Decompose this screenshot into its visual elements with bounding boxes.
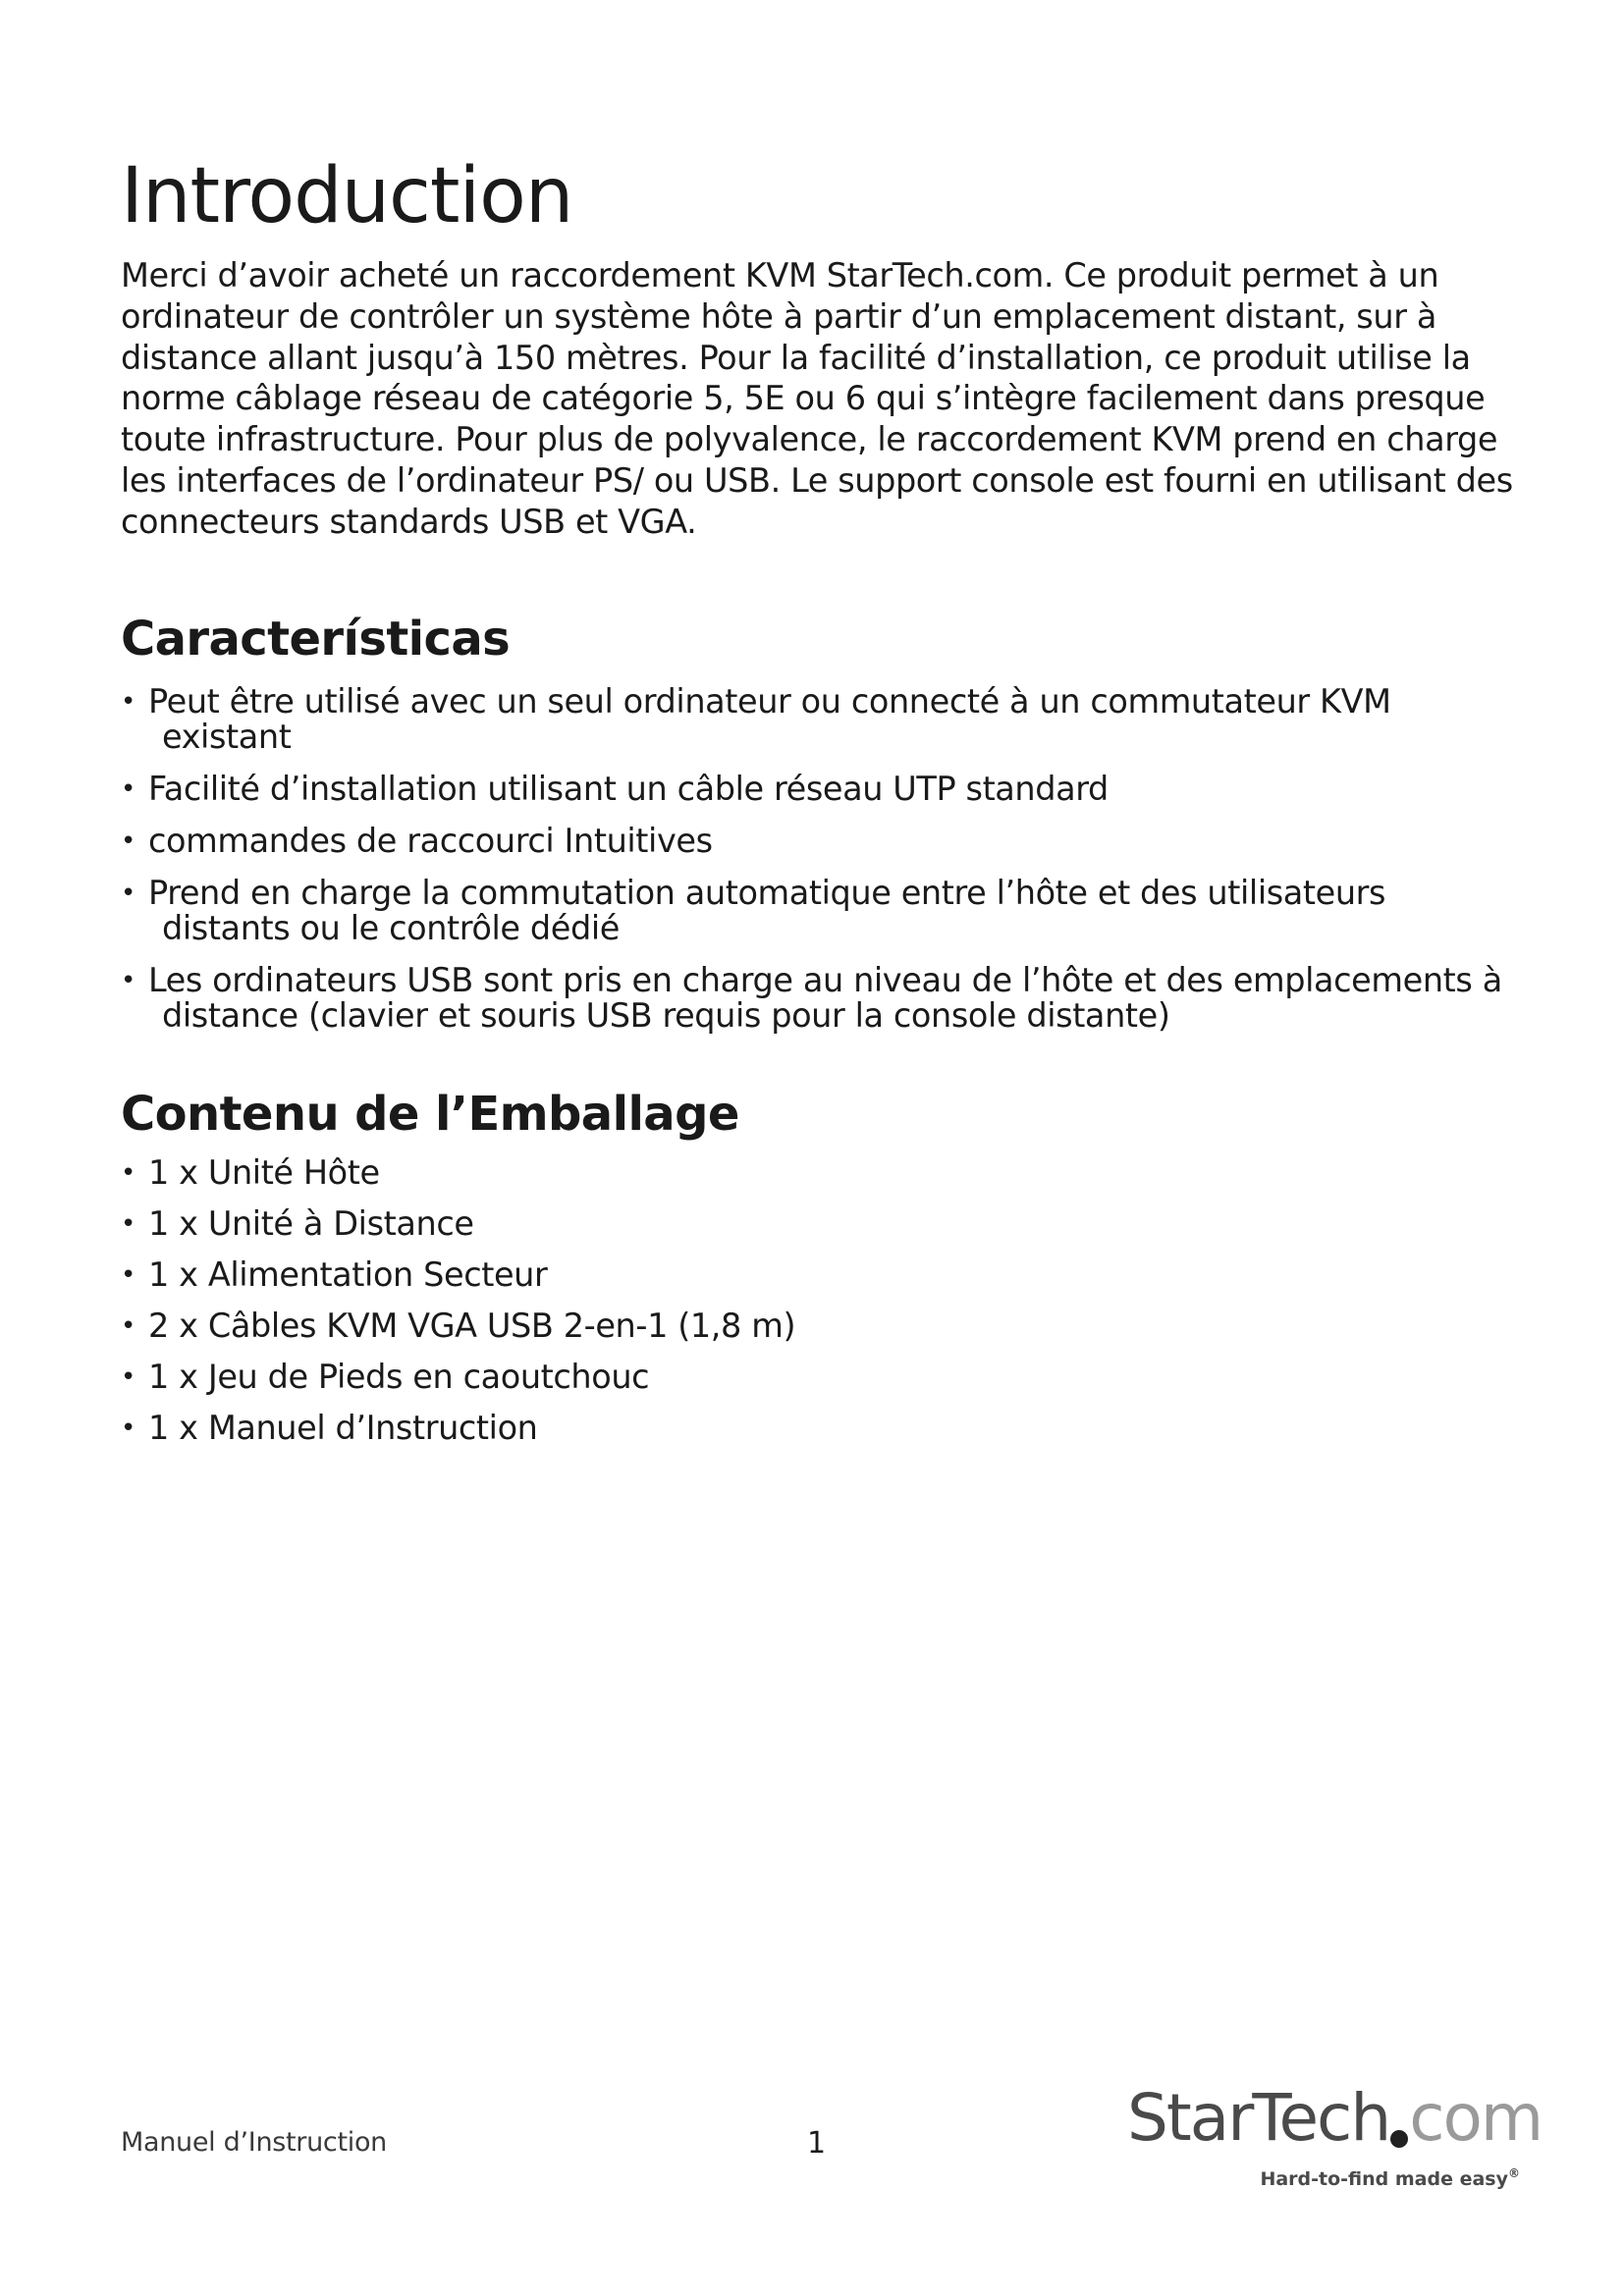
- package-item-text: 1 x Manuel d’Instruction: [148, 1408, 538, 1447]
- intro-line: connecteurs standards USB et VGA.: [121, 502, 697, 541]
- logo-part-startech: StarTech: [1127, 2080, 1390, 2156]
- feature-line-continued: existant: [162, 717, 292, 756]
- page-number: 1: [807, 2126, 827, 2161]
- package-item: [121, 1152, 1515, 1192]
- package-item-text: 1 x Unité à Distance: [148, 1203, 474, 1243]
- bullet-icon: •: [121, 1413, 135, 1443]
- logo-wordmark: [1127, 2079, 1542, 2158]
- feature-item: [121, 960, 1515, 1035]
- feature-line-continued: distance (clavier et souris USB requis pour la console distante): [162, 995, 1170, 1035]
- intro-line: toute infrastructure. Pour plus de polyvalence, le raccordement KVM prend en charge: [121, 420, 1498, 459]
- features-list: [121, 681, 1515, 1035]
- package-contents-title: Contenu de l’Emballage: [121, 1086, 739, 1142]
- logo-registered-mark: ®: [1508, 2166, 1520, 2180]
- feature-line-continued: distants ou le contrôle dédié: [162, 908, 620, 947]
- intro-line: ordinateur de contrôler un système hôte à partir d’un emplacement distant, sur à: [121, 296, 1436, 336]
- bullet-icon: •: [121, 1157, 135, 1188]
- package-item-text: 2 x Câbles KVM VGA USB 2-en-1 (1,8 m): [148, 1306, 796, 1345]
- page-content: [121, 147, 1515, 1462]
- package-item-text: 1 x Jeu de Pieds en caoutchouc: [148, 1357, 650, 1396]
- package-item: [121, 1257, 1515, 1293]
- features-title: Características: [121, 611, 511, 667]
- feature-line: commandes de raccourci Intuitives: [148, 821, 713, 860]
- bullet-icon: •: [121, 826, 135, 856]
- introduction-title: Introduction: [121, 152, 573, 240]
- feature-item: [121, 821, 1515, 860]
- logo-tagline-text: Hard-to-find made easy: [1260, 2168, 1508, 2190]
- feature-line: Les ordinateurs USB sont pris en charge au niveau de l’hôte et des emplacements à: [148, 960, 1502, 999]
- package-item: [121, 1357, 1515, 1396]
- package-item: [121, 1203, 1515, 1243]
- package-item: [121, 1308, 1515, 1344]
- package-item-text: 1 x Alimentation Secteur: [148, 1255, 548, 1294]
- intro-line: distance allant jusqu’à 150 mètres. Pour la facilité d’installation, ce produit utilise la: [121, 338, 1471, 377]
- logo-tagline: [1260, 2162, 1520, 2191]
- feature-item: [121, 681, 1515, 756]
- feature-line: Prend en charge la commutation automatique entre l’hôte et des utilisateurs: [148, 873, 1386, 912]
- feature-item: [121, 769, 1515, 808]
- logo-dot-icon: [1390, 2130, 1408, 2148]
- bullet-icon: •: [121, 1208, 135, 1239]
- logo-part-com: com: [1409, 2080, 1543, 2156]
- bullet-icon: •: [121, 1362, 135, 1392]
- bullet-icon: •: [121, 686, 135, 717]
- bullet-icon: •: [121, 1310, 135, 1341]
- bullet-icon: •: [121, 965, 135, 995]
- introduction-paragraph: [121, 255, 1515, 543]
- intro-line: norme câblage réseau de catégorie 5, 5E ou 6 qui s’intègre facilement dans presque: [121, 379, 1486, 418]
- package-item: [121, 1408, 1515, 1447]
- feature-line: Peut être utilisé avec un seul ordinateur ou connecté à un commutateur KVM: [148, 681, 1391, 721]
- bullet-icon: •: [121, 774, 135, 804]
- intro-line: les interfaces de l’ordinateur PS/ ou USB. Le support console est fourni en utilisant des: [121, 460, 1513, 500]
- package-contents-list: [121, 1152, 1515, 1447]
- feature-item: [121, 873, 1515, 947]
- bullet-icon: •: [121, 878, 135, 908]
- intro-line: Merci d’avoir acheté un raccordement KVM StarTech.com. Ce produit permet à un: [121, 256, 1439, 294]
- feature-line: Facilité d’installation utilisant un câble réseau UTP standard: [148, 769, 1109, 808]
- footer-manual-label: Manuel d’Instruction: [121, 2127, 387, 2158]
- package-item-text: 1 x Unité Hôte: [148, 1152, 380, 1192]
- bullet-icon: •: [121, 1259, 135, 1290]
- startech-logo: [1127, 2079, 1543, 2197]
